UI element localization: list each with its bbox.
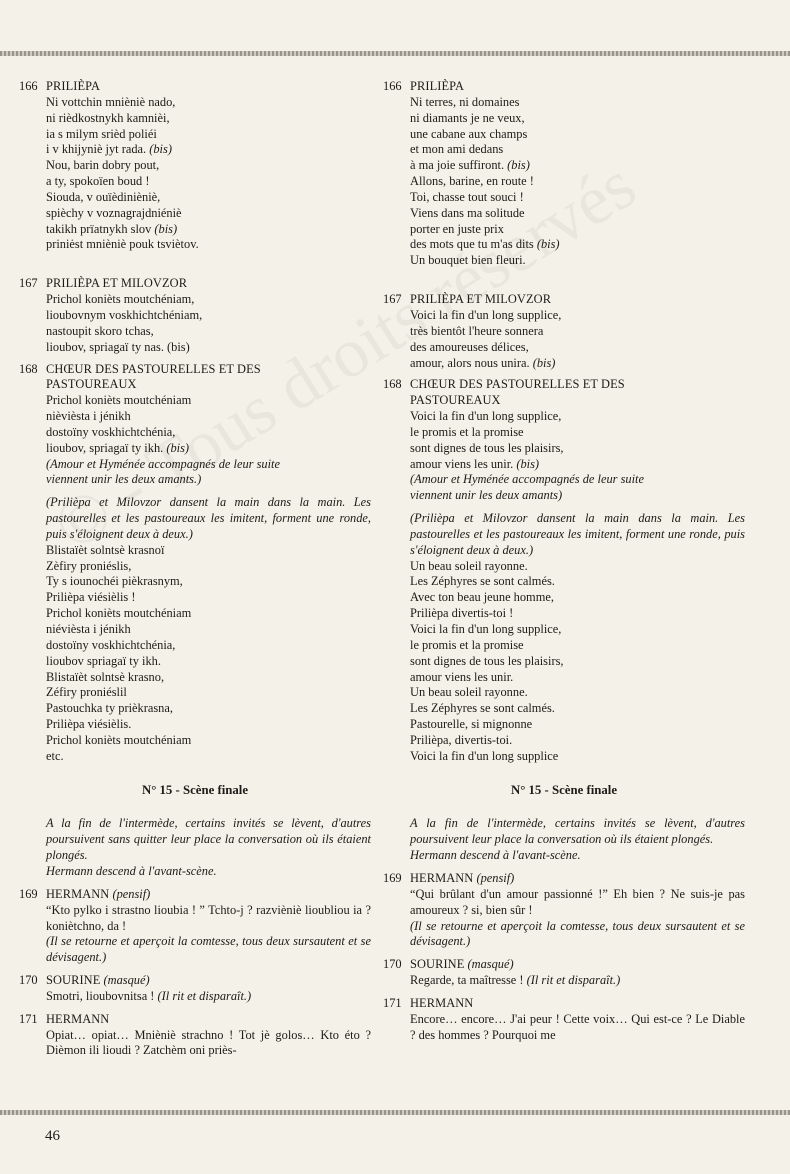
- verse-text: ni rièdkostnykh kamnièi,: [46, 110, 170, 125]
- cue-number: 169: [19, 886, 38, 901]
- stage-direction: (Il rit et disparaît.): [526, 973, 621, 988]
- section-heading: N° 15 - Scène finale: [141, 782, 249, 797]
- stage-direction: (bis): [507, 158, 530, 173]
- verse-line: [46, 222, 371, 238]
- speech-block: [383, 957, 745, 989]
- stage-direction: Hermann descend à l'avant-scène.: [410, 848, 581, 863]
- speaker-line: [410, 871, 745, 887]
- dialogue-text: Opiat… opiat… Mnièniè strachno ! Tot jè golos… Kto éto ? Dièmon ili lioudi ? Zatchèm oni priès-: [46, 1027, 371, 1058]
- verse-text: ia s milym srièd poliéi: [46, 126, 157, 141]
- dialogue-line: [410, 973, 745, 989]
- verse-line: [410, 95, 745, 111]
- stage-direction: A la fin de l'intermède, certains invités se lèvent, d'autres poursuivent leur place la conversation où ils étaient plongés.: [410, 816, 745, 847]
- stage-direction: (pensif): [112, 886, 151, 901]
- verse-text: takikh prïatnykh slov: [46, 221, 155, 236]
- verse-text: Les Zéphyres se sont calmés.: [410, 574, 555, 589]
- verse-line: [46, 324, 371, 340]
- speaker-name: PRILIÈPA ET MILOVZOR: [410, 292, 552, 307]
- cue-number: 166: [19, 79, 38, 93]
- verse-text: a ty, spokoïen boud !: [46, 174, 150, 189]
- cue-number: 169: [383, 870, 402, 885]
- verse-line: [46, 733, 371, 749]
- speaker-line: [46, 1012, 371, 1028]
- verse-line: [46, 654, 371, 670]
- speech-block: [19, 887, 371, 966]
- cue-number: 167: [383, 292, 402, 307]
- verse-line: [410, 457, 745, 473]
- verse-line: [46, 670, 371, 686]
- cue-number: 166: [383, 79, 402, 93]
- cue-number: 170: [383, 957, 402, 972]
- verse-text: Prilièpa viésièlis !: [46, 590, 136, 605]
- verse-line: [410, 158, 745, 174]
- verse-line: [410, 701, 745, 717]
- verse-line: [46, 441, 371, 457]
- verse-line: [46, 142, 371, 158]
- verse-text: spièchy v voznagrajdniéniè: [46, 205, 182, 220]
- cue-number: 168: [19, 361, 38, 376]
- verse-line: [46, 127, 371, 143]
- speaker-name: CHŒUR DES PASTOURELLES ET DES: [410, 377, 625, 392]
- verse-line: [410, 749, 745, 765]
- verse-line: [410, 222, 745, 238]
- verse-line: [46, 206, 371, 222]
- verse-text: Prilièpa divertis-toi !: [410, 606, 514, 621]
- verse-line: [410, 127, 745, 143]
- speaker-name: HERMANN: [410, 995, 474, 1010]
- verse-line: [410, 308, 745, 324]
- verse-line: [410, 174, 745, 190]
- dialogue-text: Encore… encore… J'ai peur ! Cette voix… Qui est-ce ? Le Diable ? des hommes ? Pourquoi me: [410, 1011, 745, 1042]
- verse-line: [410, 685, 745, 701]
- verse-text: et mon ami dedans: [410, 142, 504, 157]
- speaker-name: PRILIÈPA: [410, 79, 465, 93]
- verse-text: dostoïny voskhichtchénia,: [46, 424, 176, 439]
- verse-line: [410, 654, 745, 670]
- verse-line: [410, 409, 745, 425]
- verse-text: priniėst mnièniè pouk tsviètov.: [46, 237, 199, 252]
- stage-direction: viennent unir les deux amants): [410, 488, 563, 503]
- speaker-line: [410, 957, 745, 973]
- dialogue-text: Regarde, ta maîtresse !: [410, 973, 527, 988]
- verse-line: [410, 441, 745, 457]
- verse-text: Voici la fin d'un long supplice,: [410, 622, 562, 636]
- verse-line: [410, 356, 745, 372]
- scene-intro: [383, 816, 745, 864]
- speaker-line: [46, 79, 371, 95]
- speech-block: [19, 1012, 371, 1060]
- page-number: 46: [45, 1128, 60, 1144]
- verse-line: [46, 749, 371, 765]
- stage-direction: (masqué): [103, 973, 150, 988]
- verse-line: [410, 590, 745, 606]
- verse-line: [410, 733, 745, 749]
- verse-line: [46, 717, 371, 733]
- dialogue-text: “Qui brûlant d'un amour passionné !” Eh bien ? Ne suis-je pas amoureux ? si, bien sûr !: [410, 886, 745, 917]
- verse-line: [46, 638, 371, 654]
- speaker-line: [410, 996, 745, 1012]
- speech-block: [383, 79, 745, 269]
- verse-line: [46, 622, 371, 638]
- verse-line: [46, 292, 371, 308]
- verse-text: Voici la fin d'un long supplice,: [410, 307, 562, 322]
- verse-line: [46, 606, 371, 622]
- verse-text: le promis et la promise: [410, 637, 524, 652]
- stage-direction: (bis): [149, 142, 172, 157]
- verse-text: Prilièpa, divertis-toi.: [410, 732, 513, 747]
- dialogue-line: [46, 989, 371, 1005]
- verse-line: [410, 324, 745, 340]
- verse-line: [46, 701, 371, 717]
- speech-block: [383, 871, 745, 950]
- cue-number: 168: [383, 377, 402, 392]
- verse-text: Prilièpa viésièlis.: [46, 717, 132, 732]
- stage-direction: (Il se retourne et aperçoit la comtesse, tous deux sursautent et se dévisagent.): [46, 934, 371, 965]
- stage-direction: (bis): [536, 237, 560, 252]
- dialogue-text: “Kto pylko i strastno lioubia ! ” Tchto-j ? razvièniè lioubliou ia ? koniètchno, da !: [46, 902, 371, 933]
- verse-line: [46, 237, 371, 253]
- bottom-rule: [0, 1110, 790, 1115]
- verse-text: Un beau soleil rayonne.: [410, 685, 528, 700]
- cue-number: 171: [383, 995, 402, 1010]
- stage-direction: (Prilièpa et Milovzor dansent la main dans la main. Les pastourelles et les pastoureaux les imitent, forment une ronde, puis s'éloignent deux à deux.): [46, 495, 371, 541]
- verse-line: [46, 190, 371, 206]
- verse-text: Zèfiry proniéslis,: [46, 558, 132, 573]
- verse-text: Prichol konièts moutchéniam: [46, 732, 192, 747]
- verse-text: Un bouquet bien fleuri.: [410, 253, 526, 268]
- stage-direction: (Il se retourne et aperçoit la comtesse, tous deux sursautent et se dévisagent.): [410, 918, 745, 949]
- verse-line: [46, 308, 371, 324]
- verse-text: des amoureuses délices,: [410, 339, 529, 354]
- speaker-line: [46, 276, 371, 292]
- speech-block: [19, 276, 371, 355]
- verse-line: [46, 111, 371, 127]
- stage-direction: (bis): [532, 355, 556, 370]
- verse-line: [46, 457, 371, 473]
- verse-text: très bientôt l'heure sonnera: [410, 323, 544, 338]
- stage-direction: Hermann descend à l'avant-scène.: [46, 863, 217, 878]
- verse-text: Ni terres, ni domaines: [410, 94, 520, 109]
- verse-line: [46, 685, 371, 701]
- verse-text: Ty s iounochéi pièkrasnym,: [46, 574, 183, 589]
- speaker-line: [410, 79, 745, 95]
- verse-line: [410, 253, 745, 269]
- verse-text: Pastouchka ty prièkrasna,: [46, 701, 173, 716]
- verse-line: [46, 409, 371, 425]
- speech-block: [19, 973, 371, 1005]
- speaker-name: PASTOUREAUX: [410, 393, 501, 408]
- speaker-line: [410, 292, 745, 308]
- right-column: [383, 79, 745, 1043]
- speaker-name: HERMANN: [46, 1011, 110, 1026]
- verse-text: Blistaïèt solntsè krasnoï: [46, 542, 165, 557]
- verse-text: Viens dans ma solitude: [410, 205, 525, 220]
- stage-direction: (Amour et Hyménée accompagnés de leur suite: [46, 456, 280, 471]
- speech-block: [383, 377, 745, 764]
- verse-line: [410, 340, 745, 356]
- verse-line: [410, 559, 745, 575]
- speech-block: [383, 996, 745, 1044]
- verse-text: Allons, barine, en route !: [410, 174, 534, 189]
- verse-text: Avec ton beau jeune homme,: [410, 590, 554, 605]
- verse-line: [410, 574, 745, 590]
- verse-text: Voici la fin d'un long supplice: [410, 748, 559, 763]
- verse-line: [410, 206, 745, 222]
- left-column: [19, 79, 371, 1059]
- speaker-name: SOURINE: [46, 973, 101, 988]
- verse-text: amour viens les unir.: [410, 669, 514, 684]
- speaker-name: CHŒUR DES PASTOURELLES ET DES: [46, 361, 261, 376]
- verse-text: etc.: [46, 748, 64, 763]
- verse-text: Prichol konièts moutchéniam: [46, 393, 192, 408]
- verse-line: [410, 142, 745, 158]
- verse-line: [410, 670, 745, 686]
- stage-direction: (Il rit et disparaît.): [157, 988, 252, 1003]
- verse-line: [46, 472, 371, 488]
- verse-text: sont dignes de tous les plaisirs,: [410, 653, 564, 668]
- verse-text: lioubovnym voskhichtchéniam,: [46, 307, 203, 322]
- scene-intro: [19, 816, 371, 879]
- speaker-name: HERMANN: [410, 870, 474, 885]
- verse-text: Les Zéphyres se sont calmés.: [410, 701, 555, 716]
- stage-direction: (masqué): [467, 957, 514, 972]
- verse-line: [410, 717, 745, 733]
- stage-direction: (pensif): [476, 870, 515, 885]
- verse-text: Nou, barin dobry pout,: [46, 158, 160, 173]
- verse-text: Prichol konièts moutchéniam,: [46, 292, 195, 307]
- stage-direction: (bis): [516, 456, 540, 471]
- verse-line: [410, 472, 745, 488]
- verse-text: des mots que tu m'as dits: [410, 237, 537, 252]
- verse-text: porter en juste prix: [410, 221, 504, 236]
- stage-direction: (Amour et Hyménée accompagnés de leur suite: [410, 472, 644, 487]
- verse-text: Siouda, v ouïèdinièniè,: [46, 189, 161, 204]
- speaker-line: [46, 887, 371, 903]
- verse-text: Voici la fin d'un long supplice,: [410, 409, 562, 424]
- verse-text: le promis et la promise: [410, 424, 524, 439]
- cue-number: 170: [19, 973, 38, 988]
- verse-line: [46, 559, 371, 575]
- speech-block: [19, 79, 371, 253]
- verse-text: Zéfiry proniéslil: [46, 685, 127, 700]
- speaker-name: PASTOUREAUX: [46, 377, 137, 392]
- verse-text: lioubov spriagaï ty ikh.: [46, 653, 161, 668]
- stage-direction: (bis): [154, 221, 178, 236]
- cue-number: 167: [19, 276, 38, 291]
- verse-text: à ma joie suffiront.: [410, 158, 508, 173]
- verse-line: [410, 638, 745, 654]
- verse-line: [410, 111, 745, 127]
- verse-text: Un beau soleil rayonne.: [410, 558, 528, 573]
- stage-direction: A la fin de l'intermède, certains invités se lèvent, d'autres poursuivent sans quitter leur place la conversation où ils étaient plongés.: [46, 816, 371, 863]
- verse-text: amour, alors nous unira.: [410, 355, 533, 370]
- verse-line: [46, 340, 371, 356]
- section-heading: N° 15 - Scène finale: [510, 782, 618, 797]
- verse-line: [410, 622, 745, 638]
- stage-direction: (Prilièpa et Milovzor dansent la main dans la main. Les pastourelles et les pastoureaux les imitent, forment une ronde, puis s'éloignent deux à deux.): [410, 511, 745, 557]
- verse-line: [46, 158, 371, 174]
- verse-text: Ni vottchin mnièniè nado,: [46, 94, 176, 109]
- verse-line: [410, 237, 745, 253]
- cue-number: 171: [19, 1011, 38, 1026]
- verse-line: [46, 393, 371, 409]
- speaker-name: PRILIÈPA: [46, 79, 101, 93]
- speaker-name: HERMANN: [46, 886, 110, 901]
- verse-text: ni diamants je ne veux,: [410, 110, 525, 125]
- verse-text: Prichol konièts moutchéniam: [46, 606, 192, 621]
- verse-line: [410, 606, 745, 622]
- dialogue-text: Smotri, lioubovnitsa !: [46, 988, 158, 1003]
- verse-text: i v khijyniè jyt rada.: [46, 142, 150, 157]
- verse-text: Pastourelle, si mignonne: [410, 717, 533, 732]
- verse-line: [46, 425, 371, 441]
- speech-block: [383, 292, 745, 371]
- verse-text: niévièsta i jénikh: [46, 622, 131, 636]
- verse-line: [46, 574, 371, 590]
- speaker-line: [46, 973, 371, 989]
- verse-text: lioubov, spriagaï ty nas. (bis): [46, 339, 190, 354]
- verse-line: [46, 95, 371, 111]
- verse-text: Blistaïèt solntsè krasno,: [46, 669, 165, 684]
- speaker-name: PRILIÈPA ET MILOVZOR: [46, 276, 188, 291]
- verse-text: sont dignes de tous les plaisirs,: [410, 440, 564, 455]
- verse-line: [46, 543, 371, 559]
- verse-line: [46, 174, 371, 190]
- verse-text: une cabane aux champs: [410, 126, 528, 141]
- verse-text: nastoupit skoro tchas,: [46, 323, 154, 338]
- verse-line: [410, 190, 745, 206]
- stage-direction: (bis): [166, 440, 190, 455]
- stage-direction: viennent unir les deux amants.): [46, 472, 202, 487]
- speech-block: [19, 362, 371, 765]
- speaker-name: SOURINE: [410, 957, 465, 972]
- verse-line: [410, 425, 745, 441]
- top-rule: [0, 51, 790, 56]
- verse-line: [46, 590, 371, 606]
- verse-text: Toi, chasse tout souci !: [410, 189, 524, 204]
- verse-line: [410, 488, 745, 504]
- verse-text: amour viens les unir.: [410, 456, 517, 471]
- verse-text: lioubov, spriagaï ty ikh.: [46, 440, 167, 455]
- verse-text: dostoïny voskhichtchénia,: [46, 637, 176, 652]
- verse-text: nièvièsta i jénikh: [46, 409, 131, 424]
